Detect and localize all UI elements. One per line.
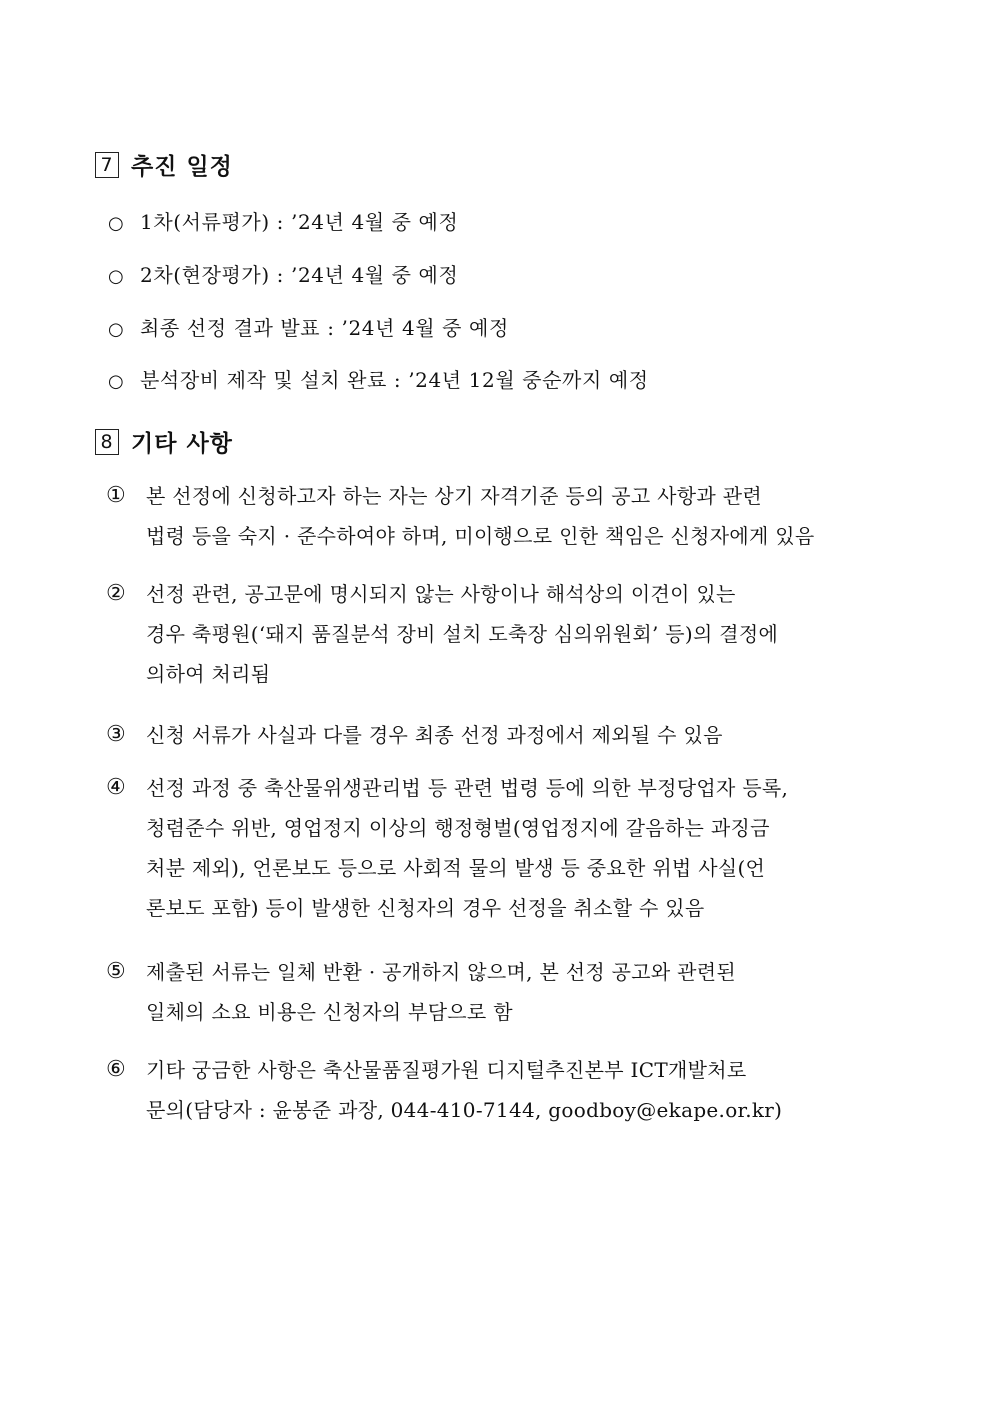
circled-number-4: ④ (106, 775, 127, 800)
notice-line: 선정 관련, 공고문에 명시되지 않는 사항이나 해석상의 이견이 있는 (146, 582, 736, 606)
notice-line: 선정 과정 중 축산물위생관리법 등 관련 법령 등에 의한 부정당업자 등록, (146, 776, 789, 800)
section-7-heading (95, 148, 233, 181)
notice-line: 신청 서류가 사실과 다를 경우 최종 선정 과정에서 제외될 수 있음 (146, 723, 723, 747)
notice-line: 제출된 서류는 일체 반환 · 공개하지 않으며, 본 선정 공고와 관련된 (146, 960, 737, 984)
circle-bullet-icon: ○ (108, 371, 125, 392)
schedule-item-text: 분석장비 제작 및 설치 완료 : ’24년 12월 중순까지 예정 (140, 368, 649, 392)
notice-line: 본 선정에 신청하고자 하는 자는 상기 자격기준 등의 공고 사항과 관련 (146, 484, 762, 508)
section-8-number-box: 8 (95, 429, 119, 455)
schedule-item-text: 1차(서류평가) : ’24년 4월 중 예정 (140, 210, 459, 234)
notice-item-2 (106, 576, 898, 696)
circle-bullet-icon: ○ (108, 266, 125, 287)
schedule-item (108, 259, 458, 288)
notice-line: 처분 제외), 언론보도 등으로 사회적 물의 발생 등 중요한 위법 사실(언 (146, 856, 766, 880)
notice-line: 론보도 포함) 등이 발생한 신청자의 경우 선정을 취소할 수 있음 (146, 896, 705, 920)
section-7-number-box: 7 (95, 152, 119, 178)
notice-item-3 (106, 717, 898, 757)
notice-line: 청렴준수 위반, 영업정지 이상의 행정형벌(영업정지에 갈음하는 과징금 (146, 816, 770, 840)
circle-bullet-icon: ○ (108, 319, 125, 340)
circled-number-2: ② (106, 581, 127, 606)
section-8-title: 기타 사항 (131, 431, 233, 457)
schedule-item (108, 312, 509, 341)
circled-number-3: ③ (106, 722, 127, 747)
notice-line: 일체의 소요 비용은 신청자의 부담으로 함 (146, 1000, 513, 1024)
notice-item-6 (106, 1052, 898, 1132)
notice-line: 문의(담당자 : 윤봉준 과장, 044-410-7144, goodboy@ekape.or.kr) (146, 1098, 783, 1122)
circle-bullet-icon: ○ (108, 213, 125, 234)
notice-line: 의하여 처리됨 (146, 662, 271, 686)
section-7-title: 추진 일정 (131, 154, 233, 180)
schedule-item (108, 364, 649, 393)
circled-number-1: ① (106, 483, 127, 508)
notice-item-4 (106, 770, 898, 930)
notice-line: 기타 궁금한 사항은 축산물품질평가원 디지털추진본부 ICT개발처로 (146, 1058, 747, 1082)
notice-item-5 (106, 954, 898, 1034)
schedule-item (108, 206, 458, 235)
schedule-item-text: 최종 선정 결과 발표 : ’24년 4월 중 예정 (140, 316, 509, 340)
circled-number-5: ⑤ (106, 959, 127, 984)
circled-number-6: ⑥ (106, 1057, 127, 1082)
notice-line: 법령 등을 숙지 · 준수하여야 하며, 미이행으로 인한 책임은 신청자에게 있음 (146, 524, 815, 548)
section-8-heading (95, 425, 233, 458)
schedule-item-text: 2차(현장평가) : ’24년 4월 중 예정 (140, 263, 459, 287)
notice-item-1 (106, 478, 898, 558)
notice-line: 경우 축평원(‘돼지 품질분석 장비 설치 도축장 심의위원회’ 등)의 결정에 (146, 622, 779, 646)
